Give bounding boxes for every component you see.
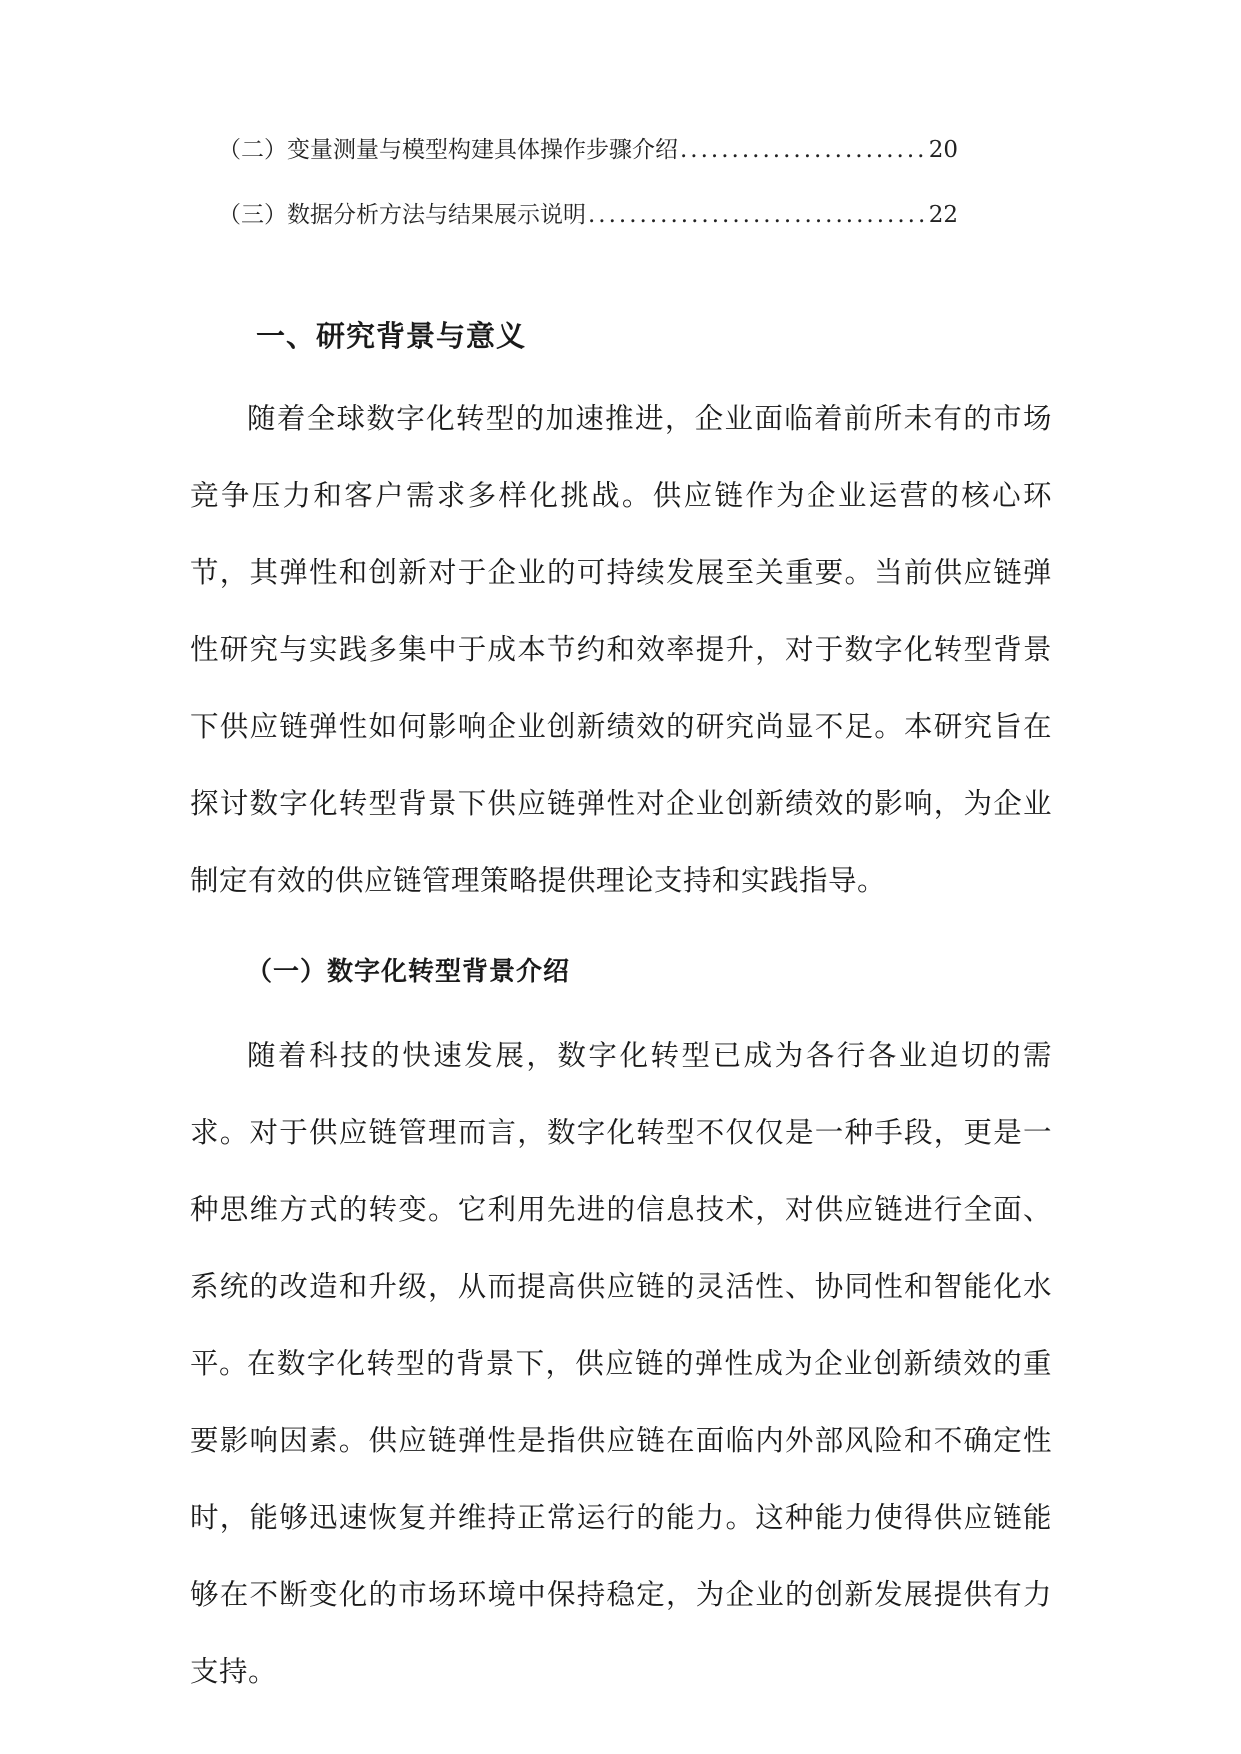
toc-entry-label: （二）变量测量与模型构建具体操作步骤介绍 [218,137,678,163]
toc-dot-leader [680,132,927,168]
body-paragraph: 随着科技的快速发展，数字化转型已成为各行各业迫切的需求。对于供应链管理而言，数字化转型不仅仅是一种手段，更是一种思维方式的转变。它利用先进的信息技术，对供应链进行全面、系统的改造和升级，从而提高供应链的灵活性、协同性和智能化水平。 [190,1039,1052,1380]
toc-dot-leader [588,197,927,233]
toc-entry-label: （三）数据分析方法与结果展示说明 [218,202,586,228]
toc-entry[interactable] [218,132,958,168]
body-paragraph: 随着全球数字化转型的加速推进，企业面临着前所未有的市场竞争压力和客户需求多样化挑战。供应链作为企业运营的核心环节，其弹性和创新对于企业的可持续发展至关重要。当前供应链弹性研究与实践多集中于成本节约和效率提升，对于数字化转型背景下供应链弹性如何影响企业创新绩效的研究尚显不足。本研究旨在探讨数字化转型背景下供应链弹性对企业创新绩效的影响，为企业制定有效的供应链管理策略提供理论支持和实践指导。 [190,402,1052,897]
subsection-heading: （一）数字化转型背景介绍 [246,957,571,987]
toc-entry-page: 20 [928,137,958,163]
body-paragraph: 在数字化转型的背景下，供应链的弹性成为企业创新绩效的重要影响因素。供应链弹性是指供应链在面临内外部风险和不确定性时，能够迅速恢复并维持正常运行的能力。这种能力使得供应链能够在不断变化的市场环境中保持稳定，为企业的创新发展提供有力支持。 [190,1347,1052,1688]
section-heading: 一、研究背景与意义 [256,319,527,353]
toc-entry-page: 22 [928,202,958,228]
toc-entry[interactable] [218,197,958,233]
